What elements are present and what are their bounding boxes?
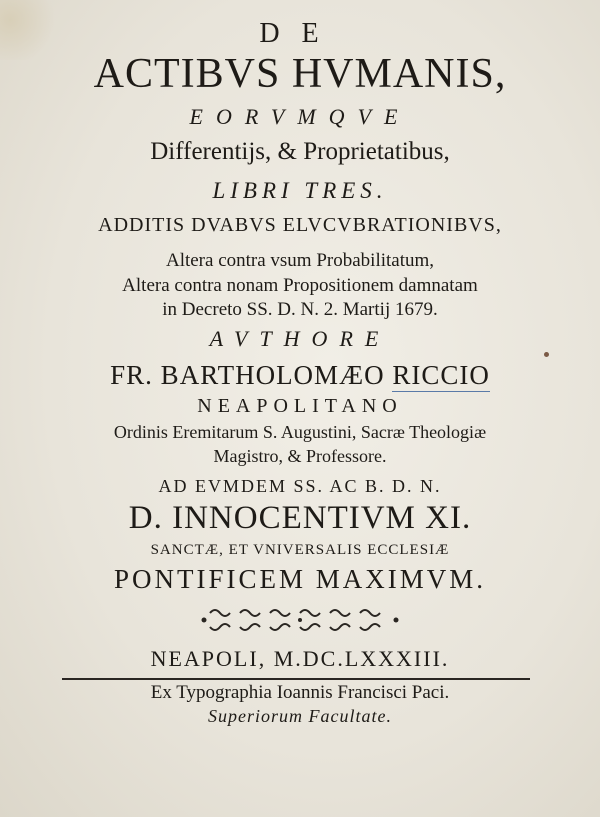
author-name <box>0 360 600 391</box>
printer-ornament <box>200 603 400 637</box>
differentiis-line: Differentijs, & Proprietatibus, <box>150 138 450 165</box>
ink-spot <box>544 352 549 357</box>
printer-line: Ex Typographia Ioannis Francisci Paci. <box>150 682 450 703</box>
authore-label: AVTHORE <box>209 326 391 351</box>
decreto-line: in Decreto SS. D. N. 2. Martij 1679. <box>162 299 438 320</box>
title-de: DE <box>259 18 341 49</box>
author-prefix: FR. BARTHOLOMÆO <box>110 360 385 390</box>
pope-name: D. INNOCENTIVM XI. <box>128 500 472 536</box>
libri-tres: LIBRI TRES. <box>212 178 388 203</box>
altera-line-1: Altera contra vsum Probabilitatum, <box>165 250 435 271</box>
license-line: Superiorum Facultate. <box>208 706 392 726</box>
dedication-line: AD EVMDEM SS. AC B. D. N. <box>158 476 442 496</box>
neapolitano-line: NEAPOLITANO <box>197 395 403 417</box>
altera-line-2: Altera contra nonam Propositionem damnatam <box>122 275 478 296</box>
sanctae-line: SANCTÆ, ET VNIVERSALIS ECCLESIÆ <box>150 542 450 558</box>
imprint-place-date: NEAPOLI, M.DC.LXXXIII. <box>150 646 450 671</box>
pontificem-line: PONTIFICEM MAXIMVM. <box>113 564 487 594</box>
main-title: ACTIBVS HVMANIS, <box>93 51 507 97</box>
magistro-line: Magistro, & Professore. <box>213 446 387 466</box>
ordinis-line: Ordinis Eremitarum S. Augustini, Sacræ Theologiæ <box>113 422 487 442</box>
imprint-rule <box>62 678 530 680</box>
additis-line: ADDITIS DVABVS ELVCVBRATIONIBVS, <box>98 214 502 236</box>
author-surname: RICCIO <box>392 360 490 390</box>
subtitle-eorumque: EORVMQVE <box>189 104 411 129</box>
